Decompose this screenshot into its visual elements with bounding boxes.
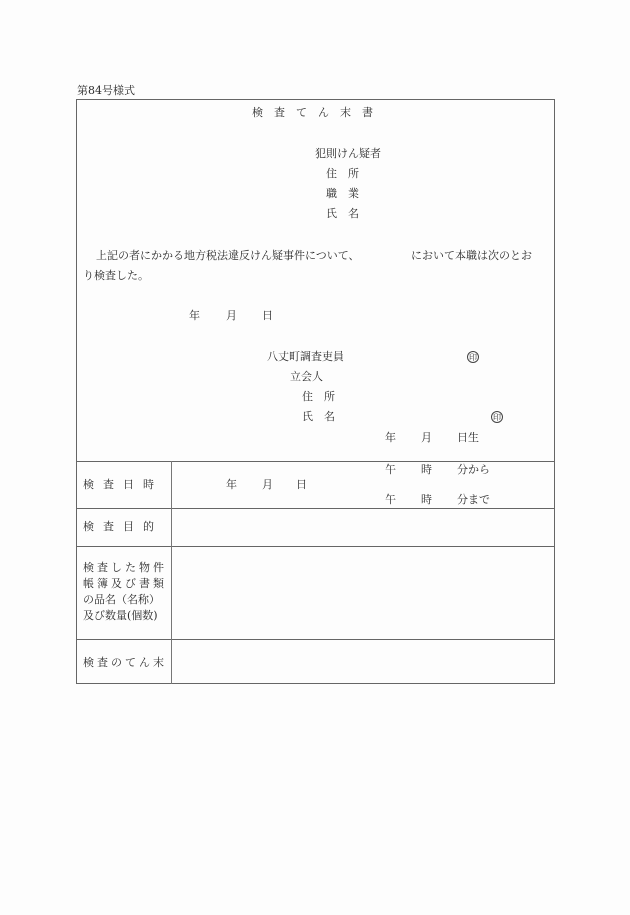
row-label-inspection-purpose: 検査目的 (83, 520, 163, 533)
suspect-occupation-label: 職 業 (326, 187, 359, 200)
items-label-line: 帳簿及び書類 (83, 577, 167, 590)
inspection-date-day: 日 (296, 478, 307, 491)
date-year: 年 (189, 309, 200, 322)
body-text-line1b: において本職は次のとお (411, 249, 532, 262)
seal-icon: 印 (493, 413, 501, 422)
time-from-minute: 分から (457, 463, 490, 476)
time-to-hour: 時 (421, 493, 432, 506)
inspector-label: 八丈町調査吏員 (267, 350, 344, 363)
table-divider (76, 508, 555, 509)
table-divider (76, 461, 555, 462)
date-day: 日 (262, 309, 273, 322)
suspect-name-label: 氏 名 (326, 207, 359, 220)
body-text-line1a: 上記の者にかかる地方税法違反けん疑事件について、 (96, 249, 360, 262)
seal-icon: 印 (469, 353, 477, 362)
time-from-hour: 時 (421, 463, 432, 476)
table-column-divider (171, 461, 172, 684)
items-label-line: 検査した物件 (83, 561, 167, 574)
form-number: 第84号様式 (77, 84, 135, 97)
inspection-date-month: 月 (262, 478, 273, 491)
items-label-line: 及び数量(個数) (83, 609, 158, 622)
suspect-heading: 犯則けん疑者 (315, 147, 381, 160)
witness-label: 立会人 (290, 370, 323, 383)
time-from-ampm: 午 (385, 463, 396, 476)
row-label-inspection-datetime: 検査日時 (83, 478, 163, 491)
witness-address-label: 住 所 (302, 390, 335, 403)
row-label-items-inspected (83, 560, 167, 624)
time-to-ampm: 午 (385, 493, 396, 506)
inspection-date-year: 年 (226, 478, 237, 491)
row-label-inspection-outcome: 検査のてん末 (83, 656, 167, 669)
witness-name-label: 氏 名 (302, 410, 335, 423)
items-label-line: の品名（名称） (83, 593, 160, 606)
body-text-line2: り検査した。 (83, 269, 149, 282)
table-divider (76, 639, 555, 640)
birth-month: 月 (421, 431, 432, 444)
birth-year: 年 (385, 431, 396, 444)
birth-day: 日生 (457, 431, 479, 444)
table-divider (76, 546, 555, 547)
time-to-minute: 分まで (457, 493, 490, 506)
date-month: 月 (226, 309, 237, 322)
suspect-address-label: 住 所 (326, 167, 359, 180)
document-title: 検査てん末書 (252, 106, 384, 119)
